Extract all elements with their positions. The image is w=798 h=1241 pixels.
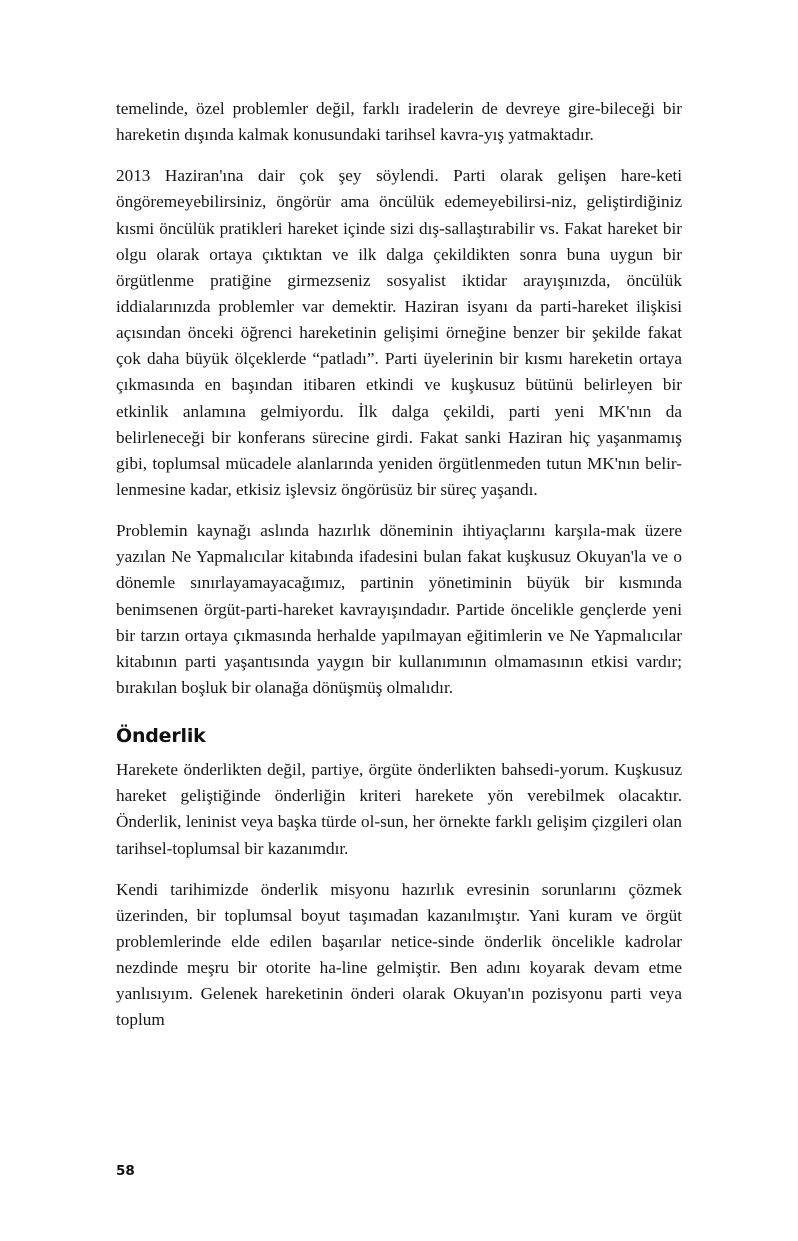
section-heading: Önderlik [116, 725, 206, 748]
paragraph: temelinde, özel problemler değil, farklı iradelerin de devreye gire-bileceği bir hareketin dışında kalmak konusundaki tarihsel kavra-yış yatmaktadır. [116, 99, 682, 145]
paragraph: Problemin kaynağı aslında hazırlık döneminin ihtiyaçlarını karşıla-mak üzere yazılan Ne Yapmalıcılar kitabında ifadesini bulan fakat kuşkusuz Okuyan'la ve o dönemle sınırlayamayacağımız, partinin yönetiminin büyük bir kısmında benimsenen örgüt-parti-hareket kavrayışındadır. Partide öncelikle gençlerde yeni bir tarzın ortaya çıkmasında herhalde yapılmayan eğitimlerin ve Ne Yapmalıcılar kitabının parti yaşantısında yaygın bir kullanımının olmamasının etkisi vardır; bırakılan boşluk bir olanağa dönüşmüş olmalıdır. [116, 521, 682, 697]
paragraph-group-top [116, 96, 682, 701]
paragraph-group-bottom [116, 757, 682, 1033]
paragraph: Harekete önderlikten değil, partiye, örgüte önderlikten bahsedi-yorum. Kuşkusuz hareket geliştiğinde önderliğin kriteri harekete yön verebilmek olacaktır. Önderlik, leninist veya başka türde ol-sun, her örnekte farklı gelişim çizgileri olan tarihsel-toplumsal bir kazanımdır. [116, 760, 682, 858]
page-number: 58 [116, 1163, 135, 1179]
paragraph: Kendi tarihimizde önderlik misyonu hazırlık evresinin sorunlarını çözmek üzerinden, bir toplumsal boyut taşımadan kazanılmıştır. Yani kuram ve örgüt problemlerinde elde edilen başarılar netice-sinde önderlik öncelikle kadrolar nezdinde meşru bir otorite ha-line gelmiştir. Ben adını koyarak devam etme yanlısıyım. Gelenek hareketinin önderi olarak Okuyan'ın pozisyonu parti veya toplum [116, 879, 682, 1030]
paragraph: 2013 Haziran'ına dair çok şey söylendi. Parti olarak gelişen hare-keti öngöremeyebilirsiniz, öngörür ama öncülük edemeyebilirsi-niz, geliştirdiğiniz kısmi öncülük pratikleri hareket içinde sizi dış-sallaştırabilir vs. Fakat hareket bir olgu olarak ortaya çıktıktan ve ilk dalga çekildikten sonra buna uygun bir örgütlenme pratiğine girmezseniz sosyalist iktidar arayışınızda, öncülük iddialarınızda problemler var demektir. Haziran isyanı da parti-hareket ilişkisi açısından önceki öğrenci hareketinin gelişimi örneğine benzer bir şekilde fakat çok daha büyük ölçeklerde “patladı”. Parti üyelerinin bir kısmı hareketin ortaya çıkmasında en başından itibaren etkindi ve kuşkusuz bütünü belirleyen bir etkinlik anlamına gelmiyordu. İlk dalga çekildi, parti yeni MK'nın da belirleneceği bir konferans sürecine girdi. Fakat sanki Haziran hiç yaşanmamış gibi, toplumsal mücadele alanlarında yeniden örgütlenmeden tutun MK'nın belir-lenmesine kadar, etkisiz işlevsiz öngörüsüz bir süreç yaşandı. [116, 166, 682, 499]
